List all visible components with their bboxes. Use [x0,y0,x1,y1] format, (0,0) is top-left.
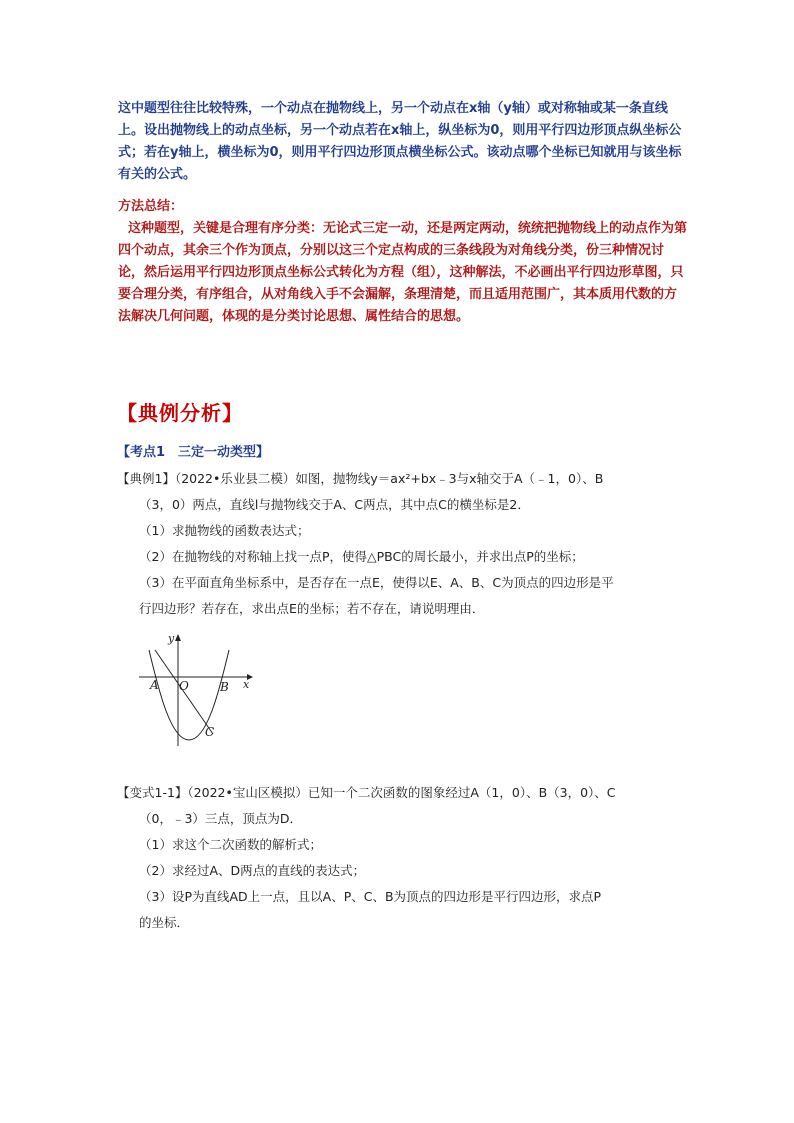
variant-1-question-3a: （3）设P为直线AD上一点，且以A、P、C、B为顶点的四边形是平行四边形，求点P [139,889,602,904]
example-1-question-3a: （3）在平面直角坐标系中，是否存在一点E，使得以E、A、B、C为顶点的四边形是平 [139,575,614,590]
variant-1-question-1: （1）求这个二次函数的解析式； [139,837,322,852]
variant-1-1 [117,780,687,936]
method-summary [118,196,688,328]
label-C: C [205,725,215,739]
label-x: x [243,678,250,691]
example-1-question-3b: 行四边形？若存在，求出点E的坐标；若不存在，请说明理由． [139,601,485,616]
variant-1-line-2: （0，﹣3）三点，顶点为D． [139,811,303,826]
label-O: O [179,679,189,693]
parabola-figure [135,632,255,750]
example-1-text-1: （2022•乐业县二模）如图，抛物线y＝ax²+bx﹣3与x轴交于A（﹣1，0）、B [174,471,604,486]
variant-1-line-1 [117,780,687,806]
example-1-line-2: （3，0）两点，直线l与抛物线交于A、C两点，其中点C的横坐标是2． [139,497,530,512]
label-y: y [168,632,175,645]
variant-1-text-1: （2022•宝山区模拟）已知一个二次函数的图象经过A（1，0）、B（3，0）、C [187,785,616,800]
y-axis-arrow [175,634,181,641]
variant-1-tag: 【变式1-1】 [117,785,188,800]
variant-1-question-2: （2）求经过A、D两点的直线的表达式； [139,863,366,878]
summary-body: 这种题型，关键是合理有序分类：无论式三定一动，还是两定两动，统统把抛物线上的动点作为第四个动点，其余三个作为顶点，分别以这三个定点构成的三条线段为对角线分类，份三种情况讨论，然后运用平行四边形顶点坐标公式转化为方程（组），这种解法，不必画出平行四边形草图，只要合理分类，有序组合，从对角线入手不会漏解，条理清楚，而且适用范围广，其本质用代数的方法解决几何问题，体现的是分类讨论思想、属性结合的思想。 [118,221,688,324]
example-1-line-1 [117,466,687,492]
summary-title: 方法总结： [118,199,184,214]
intro-paragraph: 这中题型往往比较特殊，一个动点在抛物线上，另一个动点在x轴（y轴）或对称轴或某一条直线上。设出抛物线上的动点坐标，另一个动点若在x轴上，纵坐标为0，则用平行四边形顶点纵坐标公式；若在y轴上，横坐标为0，则用平行四边形顶点横坐标公式。该动点哪个坐标已知就用与该坐标有关的公式。 [118,101,682,182]
label-B: B [220,680,229,694]
parabola-curve [149,650,229,740]
example-1-tag: 【典例1】 [117,471,175,486]
label-A: A [150,678,159,692]
example-1-question-1: （1）求抛物线的函数表达式； [139,523,310,538]
kaodian-heading: 【考点1 三定一动类型】 [117,445,270,460]
example-1 [117,466,687,622]
example-1-question-2: （2）在抛物线的对称轴上找一点P，使得△PBC的周长最小，并求出点P的坐标； [139,549,584,564]
section-title: 【典例分析】 [117,401,243,425]
variant-1-question-3b: 的坐标． [139,915,190,930]
